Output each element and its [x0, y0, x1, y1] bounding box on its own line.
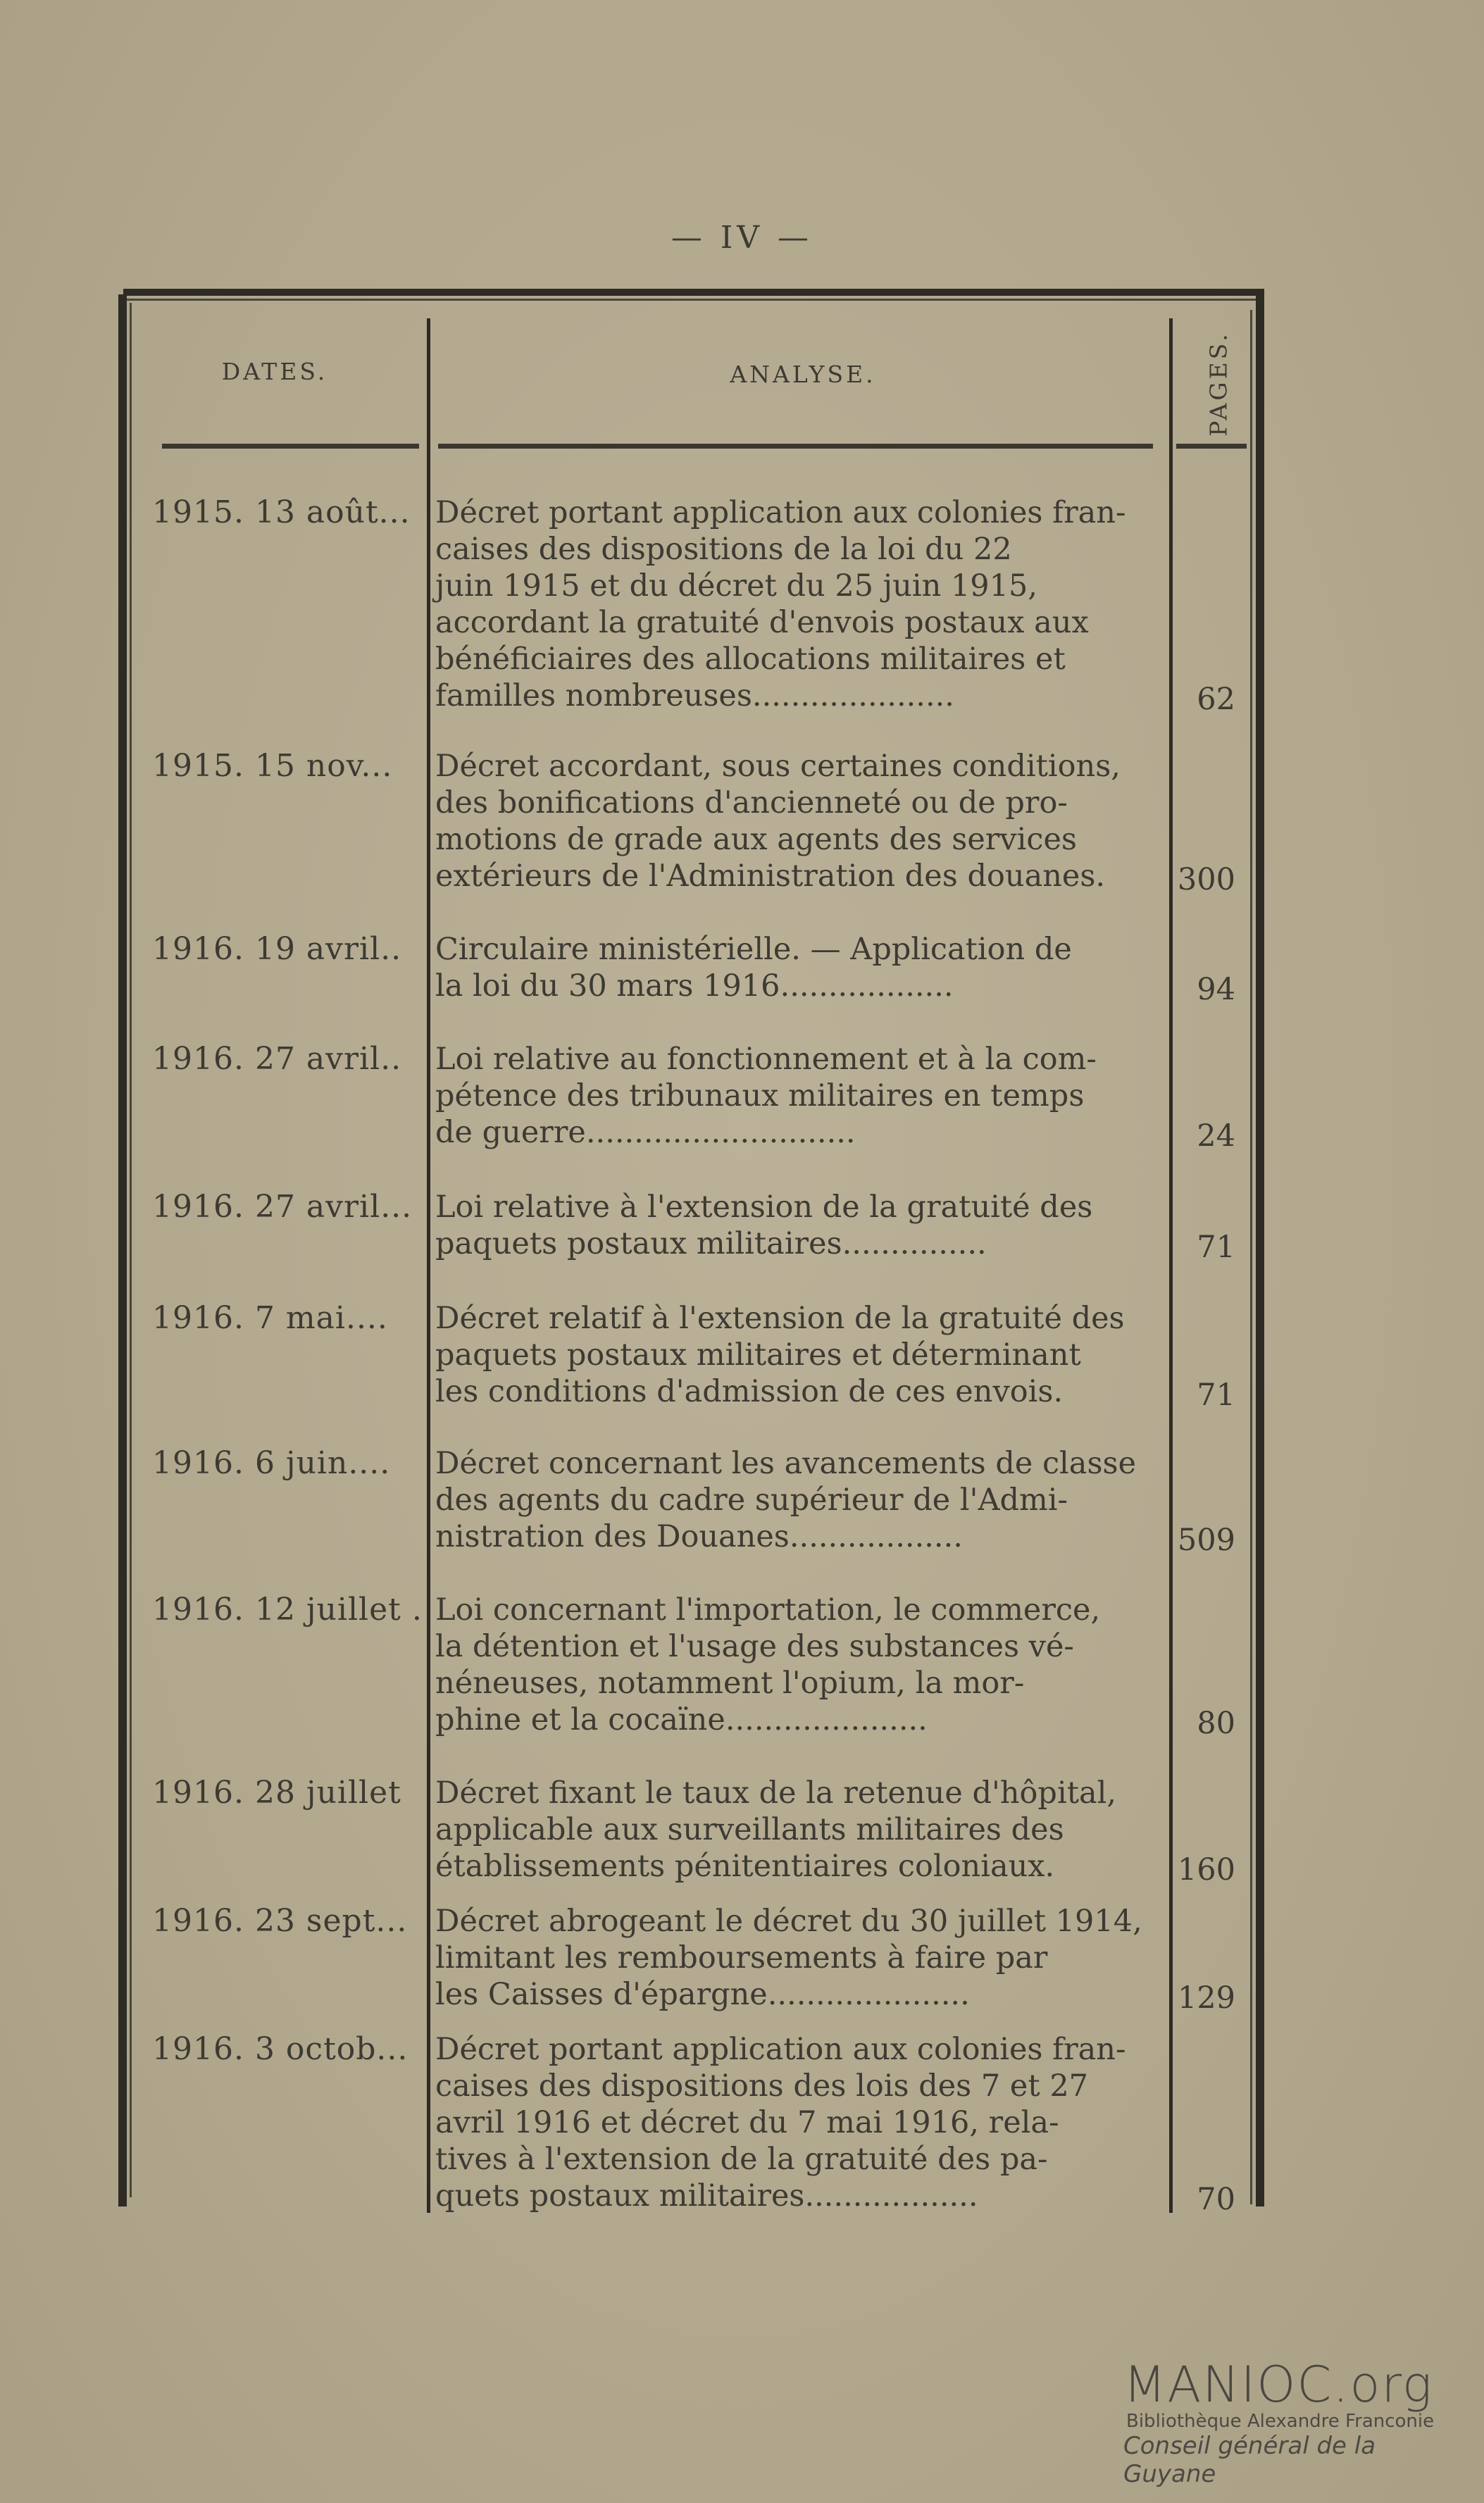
entry-page: 71 [1197, 1378, 1235, 1413]
entry-page: 80 [1197, 1706, 1235, 1741]
manioc-watermark [1123, 2356, 1454, 2488]
table-row [141, 931, 1254, 1007]
table-row [141, 1903, 1254, 2016]
table-row [141, 2031, 1254, 2217]
watermark-brand: MANIOC.org [1123, 2356, 1433, 2414]
page-number: — IV — [671, 220, 813, 256]
watermark-library: Bibliothèque Alexandre Franconie [1126, 2411, 1435, 2432]
table-top-rule [123, 289, 1264, 296]
entry-page: 300 [1177, 862, 1235, 897]
entry-page: 62 [1197, 682, 1235, 717]
table-row [141, 748, 1254, 897]
entry-date: 1916. 6 juin.... [152, 1445, 391, 1481]
table-row [141, 494, 1254, 717]
watermark-council: Conseil général de la Guyane [1123, 2432, 1376, 2488]
entry-analysis: Loi concernant l'importation, le commerce, la détention et l'usage des substances vé- néneuses, notamment l'opium, la mor- phine et la cocaïne..................... [435, 1592, 1101, 1737]
entry-page: 24 [1197, 1118, 1235, 1154]
entry-page: 160 [1177, 1852, 1235, 1887]
entry-date: 1915. 15 nov... [152, 748, 393, 784]
entry-analysis: Décret portant application aux colonies fran- caises des dispositions de la loi du 22 juin 1915 et du décret du 25 juin 1915, accordant la gratuité d'envois postaux aux bénéficiaires des allocations militaires et familles nombreuses..................... [435, 495, 1126, 713]
table-row [141, 1592, 1254, 1741]
table-row [141, 1189, 1254, 1265]
entry-page: 129 [1177, 1980, 1235, 2016]
column-header-dates: DATES. [221, 358, 328, 385]
table-left-border-thin [130, 303, 132, 2197]
header-rule-dates [162, 444, 419, 449]
entry-page: 509 [1177, 1523, 1235, 1558]
entry-date: 1916. 7 mai.... [152, 1300, 388, 1336]
column-header-pages-label: PAGES. [1204, 331, 1233, 437]
entry-date: 1916. 27 avril... [152, 1189, 413, 1225]
entry-analysis: Décret fixant le taux de la retenue d'hôpital, applicable aux surveillants militaires des établissements pénitentiaires coloniaux. [435, 1775, 1117, 1884]
entry-analysis: Décret abrogeant le décret du 30 juillet 1914, limitant les remboursements à faire par les Caisses d'épargne..................... [435, 1904, 1142, 2012]
entry-date: 1916. 3 octob... [152, 2031, 409, 2067]
entry-date: 1916. 23 sept... [152, 1903, 408, 1939]
table-left-border [118, 294, 127, 2206]
entry-analysis: Circulaire ministérielle. — Application de la loi du 30 mars 1916.................. [435, 932, 1072, 1004]
entry-analysis: Décret concernant les avancements de classe des agents du cadre supérieur de l'Admi- nistration des Douanes.................. [435, 1446, 1137, 1554]
entry-analysis: Loi relative au fonctionnement et à la com- pétence des tribunaux militaires en temps de guerre............................ [435, 1042, 1097, 1150]
entry-date: 1916. 27 avril.. [152, 1041, 402, 1077]
table-top-rule-thin [123, 299, 1264, 301]
entry-analysis: Décret portant application aux colonies fran- caises des dispositions des lois des 7 et 27 avril 1916 et décret du 7 mai 1916, rela- tives à l'extension de la gratuité des pa- quets postaux militaires.................. [435, 2032, 1126, 2214]
table-row [141, 1445, 1254, 1558]
entry-date: 1915. 13 août... [152, 494, 411, 530]
table-row [141, 1041, 1254, 1154]
entry-page: 71 [1197, 1230, 1235, 1265]
entry-page: 70 [1197, 2182, 1235, 2217]
entry-page: 94 [1197, 972, 1235, 1007]
entry-date: 1916. 28 juillet [152, 1775, 401, 1811]
entry-analysis: Décret relatif à l'extension de la gratuité des paquets postaux militaires et déterminant les conditions d'admission de ces envois. [435, 1301, 1125, 1409]
table-row [141, 1300, 1254, 1413]
entry-date: 1916. 19 avril.. [152, 931, 402, 967]
column-header-pages [1183, 331, 1254, 437]
column-header-analyse: ANALYSE. [730, 361, 876, 388]
entry-analysis: Décret accordant, sous certaines conditions, des bonifications d'ancienneté ou de pro- motions de grade aux agents des services extérieurs de l'Administration des douanes. [435, 749, 1121, 894]
entry-date: 1916. 12 juillet . [152, 1592, 423, 1628]
entry-analysis: Loi relative à l'extension de la gratuité des paquets postaux militaires............... [435, 1190, 1093, 1261]
table-row [141, 1775, 1254, 1885]
header-rule-analyse [438, 444, 1153, 449]
header-rule-pages [1176, 444, 1247, 449]
